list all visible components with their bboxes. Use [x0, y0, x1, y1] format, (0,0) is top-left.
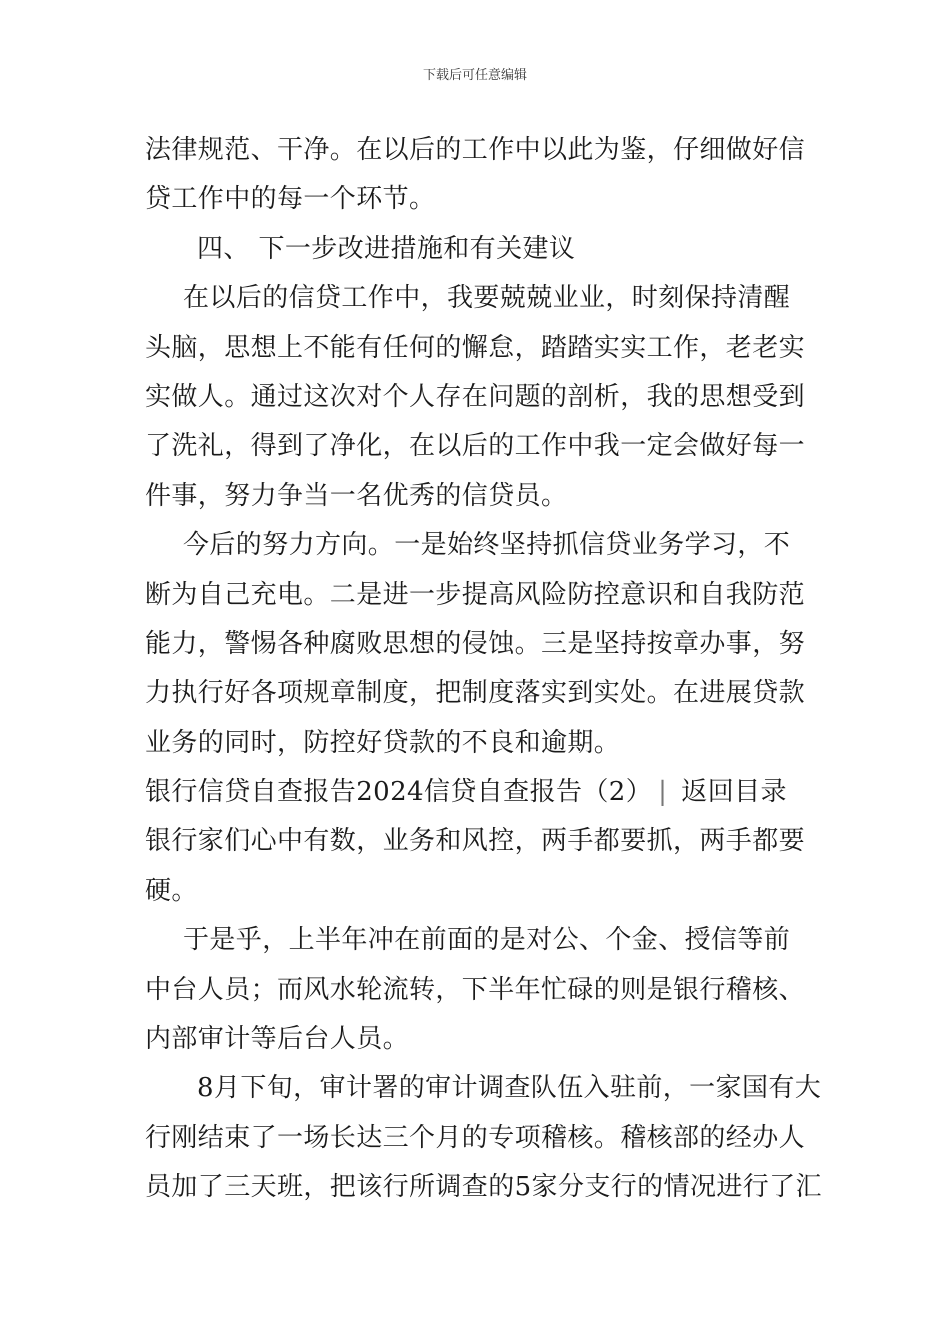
paragraph-line: 行刚结束了一场长达三个月的专项稽核。稽核部的经办人	[145, 1122, 806, 1153]
paragraph-line: 能力，警惕各种腐败思想的侵蚀。三是坚持按章办事，努	[145, 628, 806, 659]
paragraph-line: 8月下旬，审计署的审计调查队伍入驻前，一家国有大	[197, 1073, 822, 1104]
separator: |	[658, 777, 668, 808]
paragraph-line: 了洗礼，得到了净化，在以后的工作中我一定会做好每一	[145, 431, 806, 462]
paragraph-line: 员加了三天班，把该行所调查的5家分支行的情况进行了汇	[145, 1172, 822, 1203]
paragraph-line: 硬。	[145, 875, 198, 906]
paragraph-line: 银行家们心中有数，业务和风控，两手都要抓，两手都要	[145, 826, 806, 857]
paragraph-line: 中台人员；而风水轮流转，下半年忙碌的则是银行稽核、	[145, 974, 806, 1005]
paragraph-line: 件事，努力争当一名优秀的信贷员。	[145, 480, 568, 511]
paragraph-line: 贷工作中的每一个环节。	[145, 184, 436, 215]
paragraph-line: 于是乎，上半年冲在前面的是对公、个金、授信等前	[183, 925, 791, 956]
paragraph-line: 头脑，思想上不能有任何的懈怠，踏踏实实工作，老老实	[145, 332, 806, 363]
section-title: 银行信贷自查报告2024信贷自查报告（2）	[145, 777, 653, 808]
page-header: 下载后可任意编辑	[422, 68, 527, 83]
paragraph-line: 力执行好各项规章制度，把制度落实到实处。在进展贷款	[145, 678, 806, 709]
paragraph-line: 内部审计等后台人员。	[145, 1024, 410, 1055]
paragraph-line: 断为自己充电。二是进一步提高风险防控意识和自我防范	[145, 579, 806, 610]
section-heading: 四、 下一步改进措施和有关建议	[197, 233, 576, 264]
paragraph-line: 在以后的信贷工作中，我要兢兢业业，时刻保持清醒	[183, 283, 791, 314]
document-body	[145, 126, 822, 1213]
paragraph-line: 实做人。通过这次对个人存在问题的剖析，我的思想受到	[145, 381, 806, 412]
section-title-row	[145, 768, 810, 817]
paragraph-line: 法律规范、干净。在以后的工作中以此为鉴，仔细做好信	[145, 135, 806, 165]
paragraph-line: 今后的努力方向。一是始终坚持抓信贷业务学习，不	[183, 530, 791, 561]
paragraph-line: 业务的同时，防控好贷款的不良和逾期。	[145, 727, 621, 758]
back-to-toc-link[interactable]: 返回目录	[681, 777, 787, 808]
